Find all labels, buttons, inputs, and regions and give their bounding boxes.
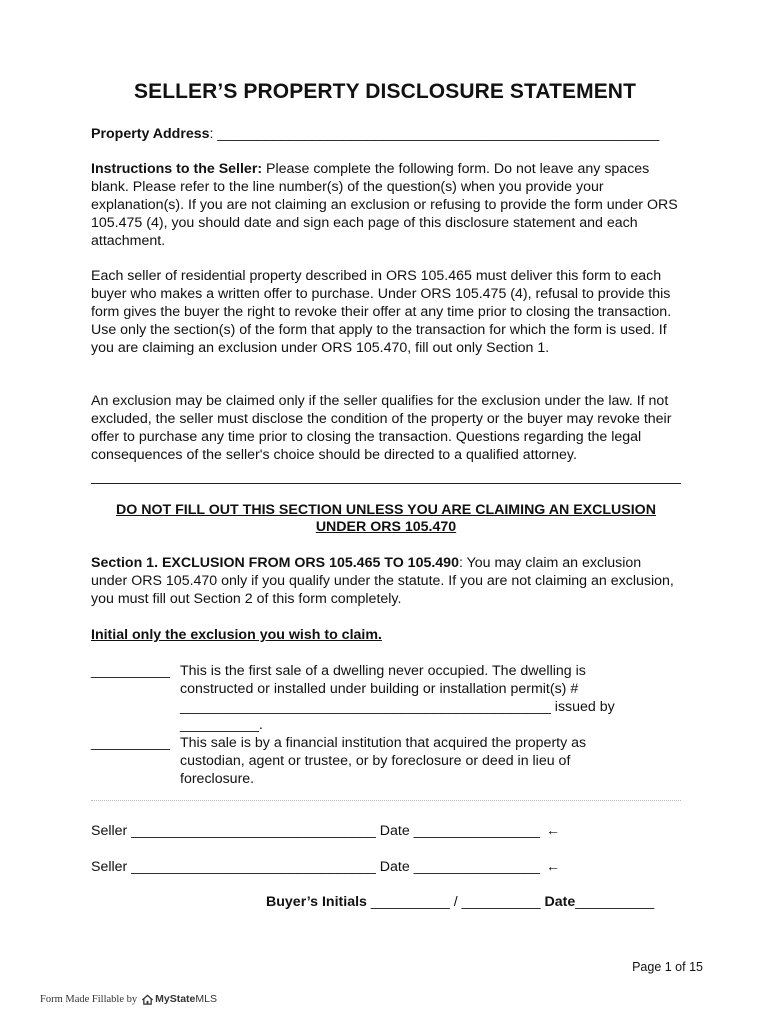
date-label: Date [379,859,410,875]
option-2-line-3: foreclosure. [180,771,255,787]
logo-brand-light: MLS [195,993,217,1005]
date-label: Date [379,823,410,839]
logo-brand-bold: MyState [155,993,196,1005]
seller-signature-field-2[interactable]: _______________________________ [127,859,380,875]
seller-signature-row-1 [91,822,560,839]
arrow-left-icon: ← [545,822,560,838]
exclusion-option-first-sale [91,662,681,734]
section-1-paragraph [91,554,681,608]
seller-date-field-1[interactable]: ________________ [409,823,540,839]
seller-label: Seller [91,823,128,839]
section-1-label: Section 1. EXCLUSION FROM ORS 105.465 TO 105.490 [91,555,459,571]
option-2-line-1: This sale is by a financial institution that acquired the property as [180,735,587,751]
buyer-date-label: Date [544,894,576,910]
mystatemls-logo [142,993,217,1005]
warning-line-1: DO NOT FILL OUT THIS SECTION UNLESS YOU ARE CLAIMING AN EXCLUSION [116,502,656,518]
seller-label: Seller [91,859,128,875]
footer-text: Form Made Fillable by [40,993,138,1005]
house-icon [142,994,153,1005]
seller-signature-row-2 [91,858,560,875]
document-title: SELLER’S PROPERTY DISCLOSURE STATEMENT [133,80,637,103]
option-2-line-2: custodian, agent or trustee, or by foreclosure or deed in lieu of [180,753,571,769]
instructions-text: Please complete the following form. Do not leave any spaces blank. Please refer to the line number(s) of the question(s) when you provide your explanation(s). If you are not claiming an exclusion or refusing to provide the form under ORS 105.475 (4), you should date and sign each page of this disclosure statement and each attachment. [91,161,678,249]
option-1-line-2: constructed or installed under building or installation permit(s) # [180,681,579,697]
exclusion-warning-heading [91,502,681,536]
seller-signature-field-1[interactable]: _______________________________ [127,823,380,839]
dotted-divider [91,800,681,801]
property-address-line [91,125,681,143]
section-divider [91,483,681,484]
warning-line-2: UNDER ORS 105.470 [315,519,457,535]
buyer-initials-row [266,894,654,910]
option-1-line-1: This is the first sale of a dwelling never occupied. The dwelling is [180,663,586,679]
page-number: Page 1 of 15 [632,960,703,974]
property-address-field[interactable]: : ________________________________________________________ [209,126,660,142]
initial-instruction: Initial only the exclusion you wish to claim. [91,627,382,643]
property-address-label: Property Address [91,126,210,142]
instructions-paragraph [91,160,681,250]
exclusion-option-financial-institution [91,734,681,788]
buyer-initials-fields[interactable]: __________ / __________ [366,894,545,910]
arrow-left-icon: ← [545,858,560,874]
instructions-label: Instructions to the Seller: [91,161,263,177]
section-1-text: : You may claim an exclusion under ORS 105.470 only if you qualify under the statute. If you are not claiming an exclusion, you must fill out Section 2 of this form completely. [91,555,674,607]
initial-field-1[interactable]: __________ [91,663,170,679]
delivery-paragraph: Each seller of residential property described in ORS 105.465 must deliver this form to each buyer who makes a written offer to purchase. Under ORS 105.475 (4), refusal to provide this form gives the buyer the right to revoke their offer at any time prior to closing the transaction. Use only the section(s) of the form that apply to the transaction for which the form is used. If you are claiming an exclusion under ORS 105.470, fill out only Section 1. [91,268,672,356]
initial-field-2[interactable]: __________ [91,735,170,751]
buyer-date-field[interactable]: __________ [575,894,655,910]
issued-by-field[interactable]: __________. [180,717,263,733]
permit-number-field[interactable]: _______________________________________________ issued by [180,699,615,715]
exclusion-paragraph: An exclusion may be claimed only if the seller qualifies for the exclusion under the law. If not excluded, the seller must disclose the condition of the property or the buyer may revoke their offer to purchase any time prior to closing the transaction. Questions regarding the legal consequences of the seller's choice should be directed to a qualified attorney. [91,393,672,463]
seller-date-field-2[interactable]: ________________ [409,859,540,875]
footer [40,993,217,1005]
buyer-initials-label: Buyer’s Initials [266,894,367,910]
